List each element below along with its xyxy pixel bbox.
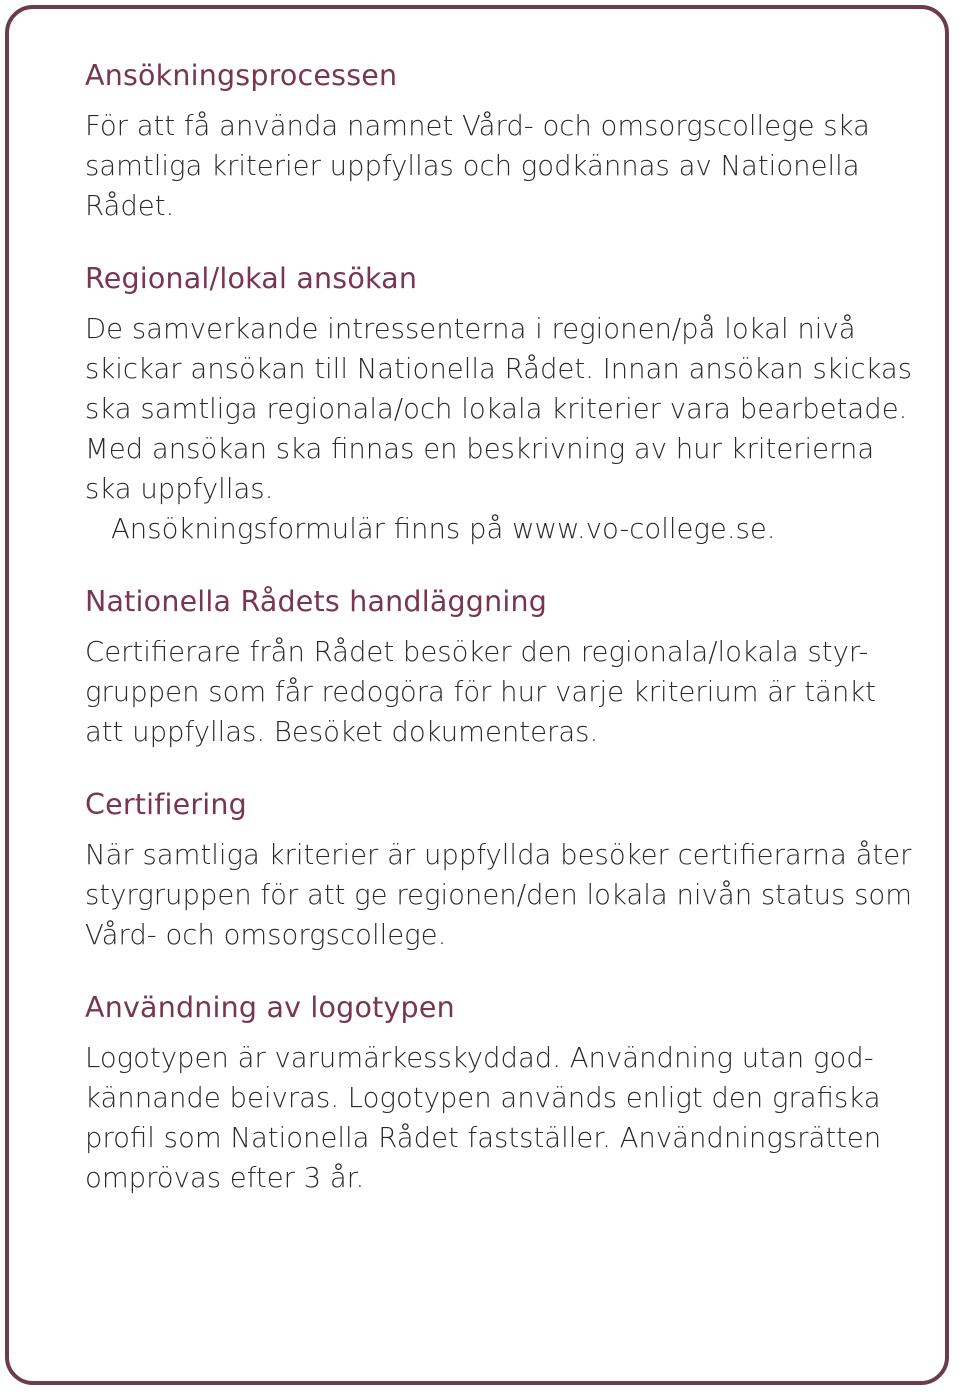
body-line: Certifierare från Rådet besöker den regionala/lokala styr- [85,636,869,668]
document-content [85,56,913,1231]
body-line: För att få använda namnet Vård- och omsorgscollege ska [85,110,870,142]
body-line: att uppfyllas. Besöket dokumenteras. [85,716,599,748]
section-ansokningsprocessen [85,56,905,226]
section-body [85,106,905,226]
body-line: samtliga kriterier uppfyllas och godkännas av Nationella [85,150,860,182]
body-line: Logotypen är varumärkesskyddad. Användning utan god- [85,1042,874,1074]
section-body [85,835,913,955]
section-anvandning-av-logotypen [85,988,905,1198]
body-line: ska uppfyllas. [85,473,274,505]
section-heading: Nationella Rådets handläggning [85,585,547,618]
body-line: ska samtliga regionala/och lokala kriterier vara bearbetade. [85,393,908,425]
body-line: Rådet. [85,190,175,222]
body-line: omprövas efter 3 år. [85,1162,365,1194]
body-line: styrgruppen för att ge regionen/den lokala nivån status som [85,879,913,911]
section-nationella-radets-handlaggning [85,582,905,752]
section-heading: Ansökningsprocessen [85,59,398,92]
body-line: gruppen som får redogöra för hur varje kriterium är tänkt [85,676,876,708]
section-heading: Regional/lokal ansökan [85,262,418,295]
body-line: När samtliga kriterier är uppfyllda besöker certifierarna åter [85,839,912,871]
body-line: skickar ansökan till Nationella Rådet. Innan ansökan skickas [85,353,913,385]
section-body [85,632,905,752]
section-heading: Användning av logotypen [85,991,455,1024]
body-line: profil som Nationella Rådet fastställer. Användningsrätten [85,1122,882,1154]
section-body [85,1038,905,1198]
application-form-note: Ansökningsformulär finns på www.vo-college.se. [111,513,776,545]
section-body [85,309,913,549]
body-line: kännande beivras. Logotypen används enligt den grafiska [85,1082,881,1114]
body-line: Med ansökan ska finnas en beskrivning av hur kriterierna [85,433,875,465]
section-heading: Certifiering [85,788,247,821]
body-line: Vård- och omsorgscollege. [85,919,447,951]
section-certifiering [85,785,913,955]
section-regional-lokal-ansokan [85,259,913,549]
body-line: De samverkande intressenterna i regionen/på lokal nivå [85,313,856,345]
